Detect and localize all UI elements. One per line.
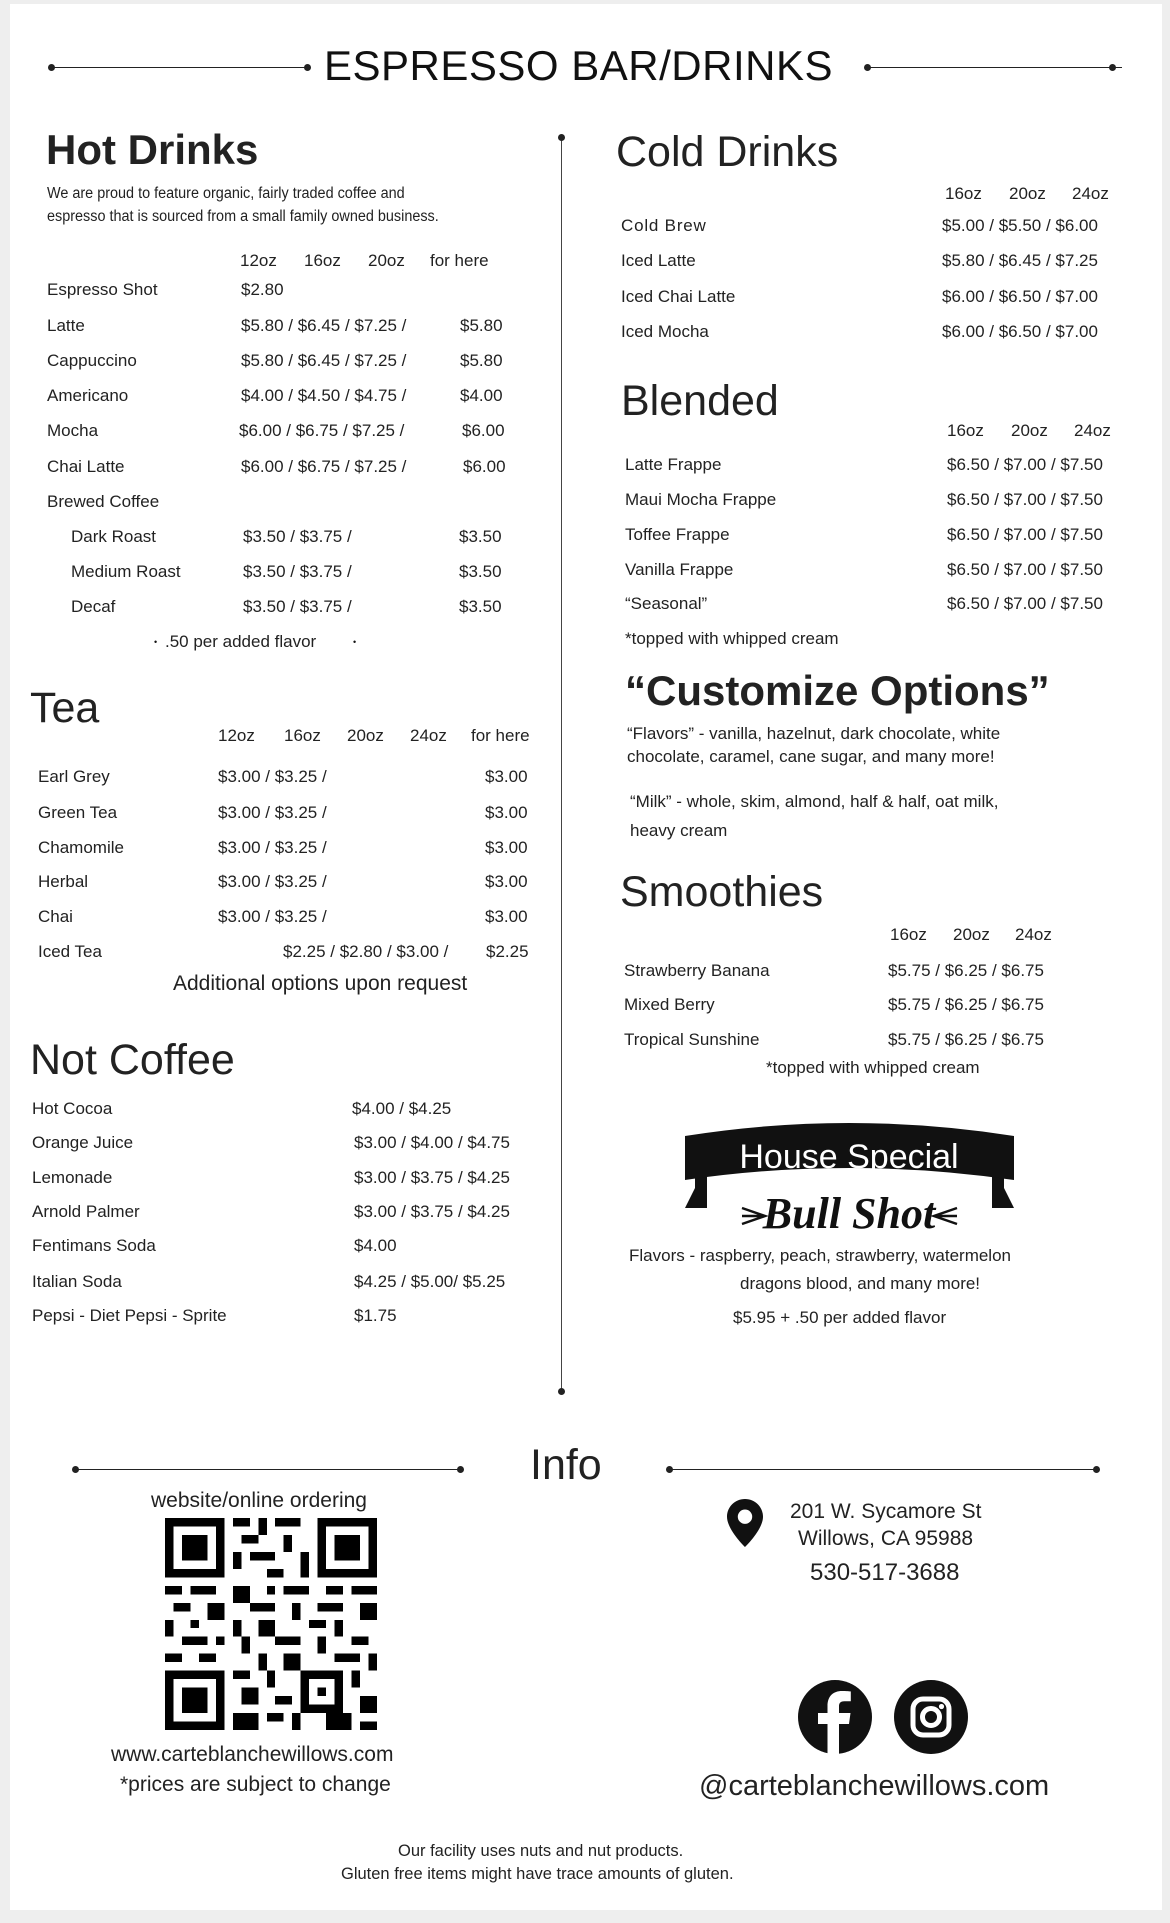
item-price: $3.50 / $3.75 / <box>243 527 352 546</box>
item-price: $6.00 / $6.75 / $7.25 / <box>241 457 407 476</box>
item-name: Maui Mocha Frappe <box>625 490 777 509</box>
item-price: $6.50 / $7.00 / $7.50 <box>947 525 1103 544</box>
hot-drinks-heading: Hot Drinks <box>46 126 259 173</box>
item-price: $5.80 / $6.45 / $7.25 <box>942 251 1098 270</box>
item-price: $6.50 / $7.00 / $7.50 <box>947 560 1103 579</box>
item-price: $3.00 / $4.00 / $4.75 <box>354 1133 510 1152</box>
item-price: $4.00 / $4.50 / $4.75 / <box>241 386 407 405</box>
customize-heading: “Customize Options” <box>625 667 1050 714</box>
item-price: $6.00 / $6.50 / $7.00 <box>942 322 1098 341</box>
item-name: Vanilla Frappe <box>625 560 734 579</box>
smoothies-size-header: 16oz <box>890 925 927 944</box>
item-here-price: $5.80 <box>460 316 503 335</box>
arrow-left-icon <box>934 1208 957 1224</box>
tea-note: Additional options upon request <box>173 972 468 995</box>
tea-size-header: 12oz <box>218 726 255 745</box>
item-name: Green Tea <box>38 803 118 822</box>
item-price: $5.75 / $6.25 / $6.75 <box>888 961 1044 980</box>
item-price: $6.00 / $6.50 / $7.00 <box>942 287 1098 306</box>
tea-heading: Tea <box>30 684 100 732</box>
item-here-price: $3.00 <box>485 803 528 822</box>
special-flavors-line2: dragons blood, and many more! <box>740 1274 981 1293</box>
info-heading: Info <box>530 1441 602 1489</box>
special-flavors-line1: Flavors - raspberry, peach, strawberry, watermelon <box>629 1246 1011 1265</box>
website-url[interactable]: www.carteblanchewillows.com <box>111 1743 394 1766</box>
item-price: $5.75 / $6.25 / $6.75 <box>888 1030 1044 1049</box>
item-here-price: $3.50 <box>459 562 502 581</box>
item-name: Espresso Shot <box>47 280 158 299</box>
item-here-price: $6.00 <box>463 457 506 476</box>
item-name: Orange Juice <box>32 1133 134 1152</box>
info-dot <box>666 1466 673 1473</box>
cold-size-header: 20oz <box>1009 184 1046 203</box>
blended-heading: Blended <box>621 377 779 425</box>
cold-size-header: 24oz <box>1072 184 1109 203</box>
item-here-price: $3.00 <box>485 767 528 786</box>
location-pin-icon <box>727 1499 763 1547</box>
banner-title: House Special <box>739 1138 959 1176</box>
item-price: $5.80 / $6.45 / $7.25 / <box>241 351 407 370</box>
item-name: Toffee Frappe <box>625 525 730 544</box>
item-name: Iced Chai Latte <box>621 287 736 306</box>
item-name: Chai <box>38 907 73 926</box>
customize-flavors-line2: chocolate, caramel, cane sugar, and many more! <box>627 747 995 766</box>
item-name: Fentimans Soda <box>32 1236 156 1255</box>
info-rule-left <box>75 1469 460 1470</box>
item-price: $6.50 / $7.00 / $7.50 <box>947 455 1103 474</box>
item-name: Chai Latte <box>47 457 125 476</box>
item-price: $3.00 / $3.25 / <box>218 803 327 822</box>
info-dot <box>72 1466 79 1473</box>
item-name: Hot Cocoa <box>32 1099 113 1118</box>
tea-size-header: 24oz <box>410 726 447 745</box>
page-title: ESPRESSO BAR/DRINKS <box>324 42 833 89</box>
cold-size-header: 16oz <box>945 184 982 203</box>
item-name: Iced Latte <box>621 251 696 270</box>
item-here-price: $5.80 <box>460 351 503 370</box>
item-name: Pepsi - Diet Pepsi - Sprite <box>32 1306 227 1325</box>
item-name: Decaf <box>71 597 116 616</box>
brewed-coffee-label: Brewed Coffee <box>47 492 160 511</box>
address-line1: 201 W. Sycamore St <box>790 1500 982 1523</box>
item-here-price: $3.50 <box>459 597 502 616</box>
social-handle[interactable]: @carteblanchewillows.com <box>699 1770 1050 1802</box>
info-dot <box>457 1466 464 1473</box>
hot-size-header: 12oz <box>240 251 277 270</box>
hot-intro-line2: espresso that is sourced from a small family owned business. <box>47 208 439 225</box>
item-price: $3.00 / $3.25 / <box>218 838 327 857</box>
ordering-label: website/online ordering <box>151 1489 367 1512</box>
item-price: $6.50 / $7.00 / $7.50 <box>947 594 1103 613</box>
item-here-price: $3.50 <box>459 527 502 546</box>
item-name: Italian Soda <box>32 1272 122 1291</box>
smoothies-note: *topped with whipped cream <box>766 1058 980 1077</box>
flavor-note: .50 per added flavor <box>165 632 317 651</box>
item-name: Latte <box>47 316 85 335</box>
smoothies-size-header: 20oz <box>953 925 990 944</box>
customize-milk-line1: “Milk” - whole, skim, almond, half & half, oat milk, <box>630 792 999 811</box>
smoothies-size-header: 24oz <box>1015 925 1052 944</box>
address-line2: Willows, CA 95988 <box>798 1527 974 1550</box>
not-coffee-heading: Not Coffee <box>30 1036 235 1084</box>
tea-size-header: for here <box>471 726 530 745</box>
item-price: $5.80 / $6.45 / $7.25 / <box>241 316 407 335</box>
footer-line1: Our facility uses nuts and nut products. <box>398 1842 684 1860</box>
item-price: $3.50 / $3.75 / <box>243 562 352 581</box>
price-note: *prices are subject to change <box>120 1773 391 1796</box>
special-name: Bull Shot <box>762 1189 936 1238</box>
item-name: Strawberry Banana <box>624 961 770 980</box>
hot-size-header: 20oz <box>368 251 405 270</box>
info-rule-right <box>670 1469 1097 1470</box>
header-dot <box>1109 64 1116 71</box>
header-dot <box>864 64 871 71</box>
item-name: Cold Brew <box>621 216 707 235</box>
item-price: $4.00 <box>354 1236 397 1255</box>
item-name: Dark Roast <box>71 527 157 546</box>
item-name: Herbal <box>38 872 89 891</box>
info-dot <box>1093 1466 1100 1473</box>
item-name: Americano <box>47 386 129 405</box>
item-price: $5.75 / $6.25 / $6.75 <box>888 995 1044 1014</box>
qr-code[interactable] <box>165 1518 377 1730</box>
item-name: Cappuccino <box>47 351 137 370</box>
item-price: $3.00 / $3.25 / <box>218 767 327 786</box>
header-rule-left <box>52 67 307 68</box>
item-price: $6.50 / $7.00 / $7.50 <box>947 490 1103 509</box>
item-price: $4.25 / $5.00/ $5.25 <box>354 1272 506 1291</box>
item-price: $2.25 / $2.80 / $3.00 / <box>283 942 449 961</box>
blended-size-header: 20oz <box>1011 421 1048 440</box>
cold-drinks-heading: Cold Drinks <box>616 128 839 176</box>
item-price: $1.75 <box>354 1306 397 1325</box>
blended-size-header: 24oz <box>1074 421 1111 440</box>
item-name: Latte Frappe <box>625 455 722 474</box>
item-here-price: $3.00 <box>485 872 528 891</box>
item-name: Iced Mocha <box>621 322 709 341</box>
item-name: “Seasonal” <box>625 594 708 613</box>
instagram-icon[interactable] <box>894 1680 968 1754</box>
bullet-icon: • <box>154 637 158 647</box>
customize-flavors-line1: “Flavors” - vanilla, hazelnut, dark chocolate, white <box>627 724 1001 743</box>
item-name: Earl Grey <box>38 767 110 786</box>
blended-size-header: 16oz <box>947 421 984 440</box>
item-price: $4.00 / $4.25 <box>352 1099 452 1118</box>
item-price: $5.00 / $5.50 / $6.00 <box>942 216 1098 235</box>
arrow-right-icon <box>742 1208 765 1224</box>
item-name: Lemonade <box>32 1168 113 1187</box>
phone-number[interactable]: 530-517-3688 <box>810 1559 960 1586</box>
item-here-price: $3.00 <box>485 838 528 857</box>
tea-size-header: 20oz <box>347 726 384 745</box>
item-here-price: $6.00 <box>462 421 505 440</box>
item-name: Arnold Palmer <box>32 1202 140 1221</box>
hot-size-header: for here <box>430 251 489 270</box>
smoothies-heading: Smoothies <box>620 868 824 916</box>
blended-note: *topped with whipped cream <box>625 629 839 648</box>
hot-intro-line1: We are proud to feature organic, fairly traded coffee and <box>47 185 405 202</box>
tea-size-header: 16oz <box>284 726 321 745</box>
item-name: Medium Roast <box>71 562 181 581</box>
header-dot <box>48 64 55 71</box>
facebook-icon[interactable] <box>798 1680 872 1754</box>
item-price: $6.00 / $6.75 / $7.25 / <box>239 421 405 440</box>
item-name: Chamomile <box>38 838 124 857</box>
item-name: Tropical Sunshine <box>624 1030 760 1049</box>
house-special-banner <box>667 1116 1032 1241</box>
item-price: $3.00 / $3.75 / $4.25 <box>354 1168 510 1187</box>
footer-line2: Gluten free items might have trace amounts of gluten. <box>341 1865 734 1883</box>
divider-dot <box>558 1388 565 1395</box>
item-price: $3.50 / $3.75 / <box>243 597 352 616</box>
item-here-price: $3.00 <box>485 907 528 926</box>
item-here-price: $4.00 <box>460 386 503 405</box>
bullet-icon: • <box>353 637 357 647</box>
header-dot <box>304 64 311 71</box>
item-name: Iced Tea <box>38 942 102 961</box>
item-price: $2.80 <box>241 280 284 299</box>
column-divider <box>561 138 562 1391</box>
menu-page <box>10 4 1162 1910</box>
item-price: $3.00 / $3.75 / $4.25 <box>354 1202 510 1221</box>
item-price: $3.00 / $3.25 / <box>218 872 327 891</box>
item-here-price: $2.25 <box>486 942 529 961</box>
item-name: Mocha <box>47 421 99 440</box>
item-name: Mixed Berry <box>624 995 715 1014</box>
divider-dot <box>558 134 565 141</box>
header-rule-right <box>867 67 1122 68</box>
item-price: $3.00 / $3.25 / <box>218 907 327 926</box>
hot-size-header: 16oz <box>304 251 341 270</box>
customize-milk-line2: heavy cream <box>630 821 728 840</box>
special-price: $5.95 + .50 per added flavor <box>733 1308 947 1327</box>
